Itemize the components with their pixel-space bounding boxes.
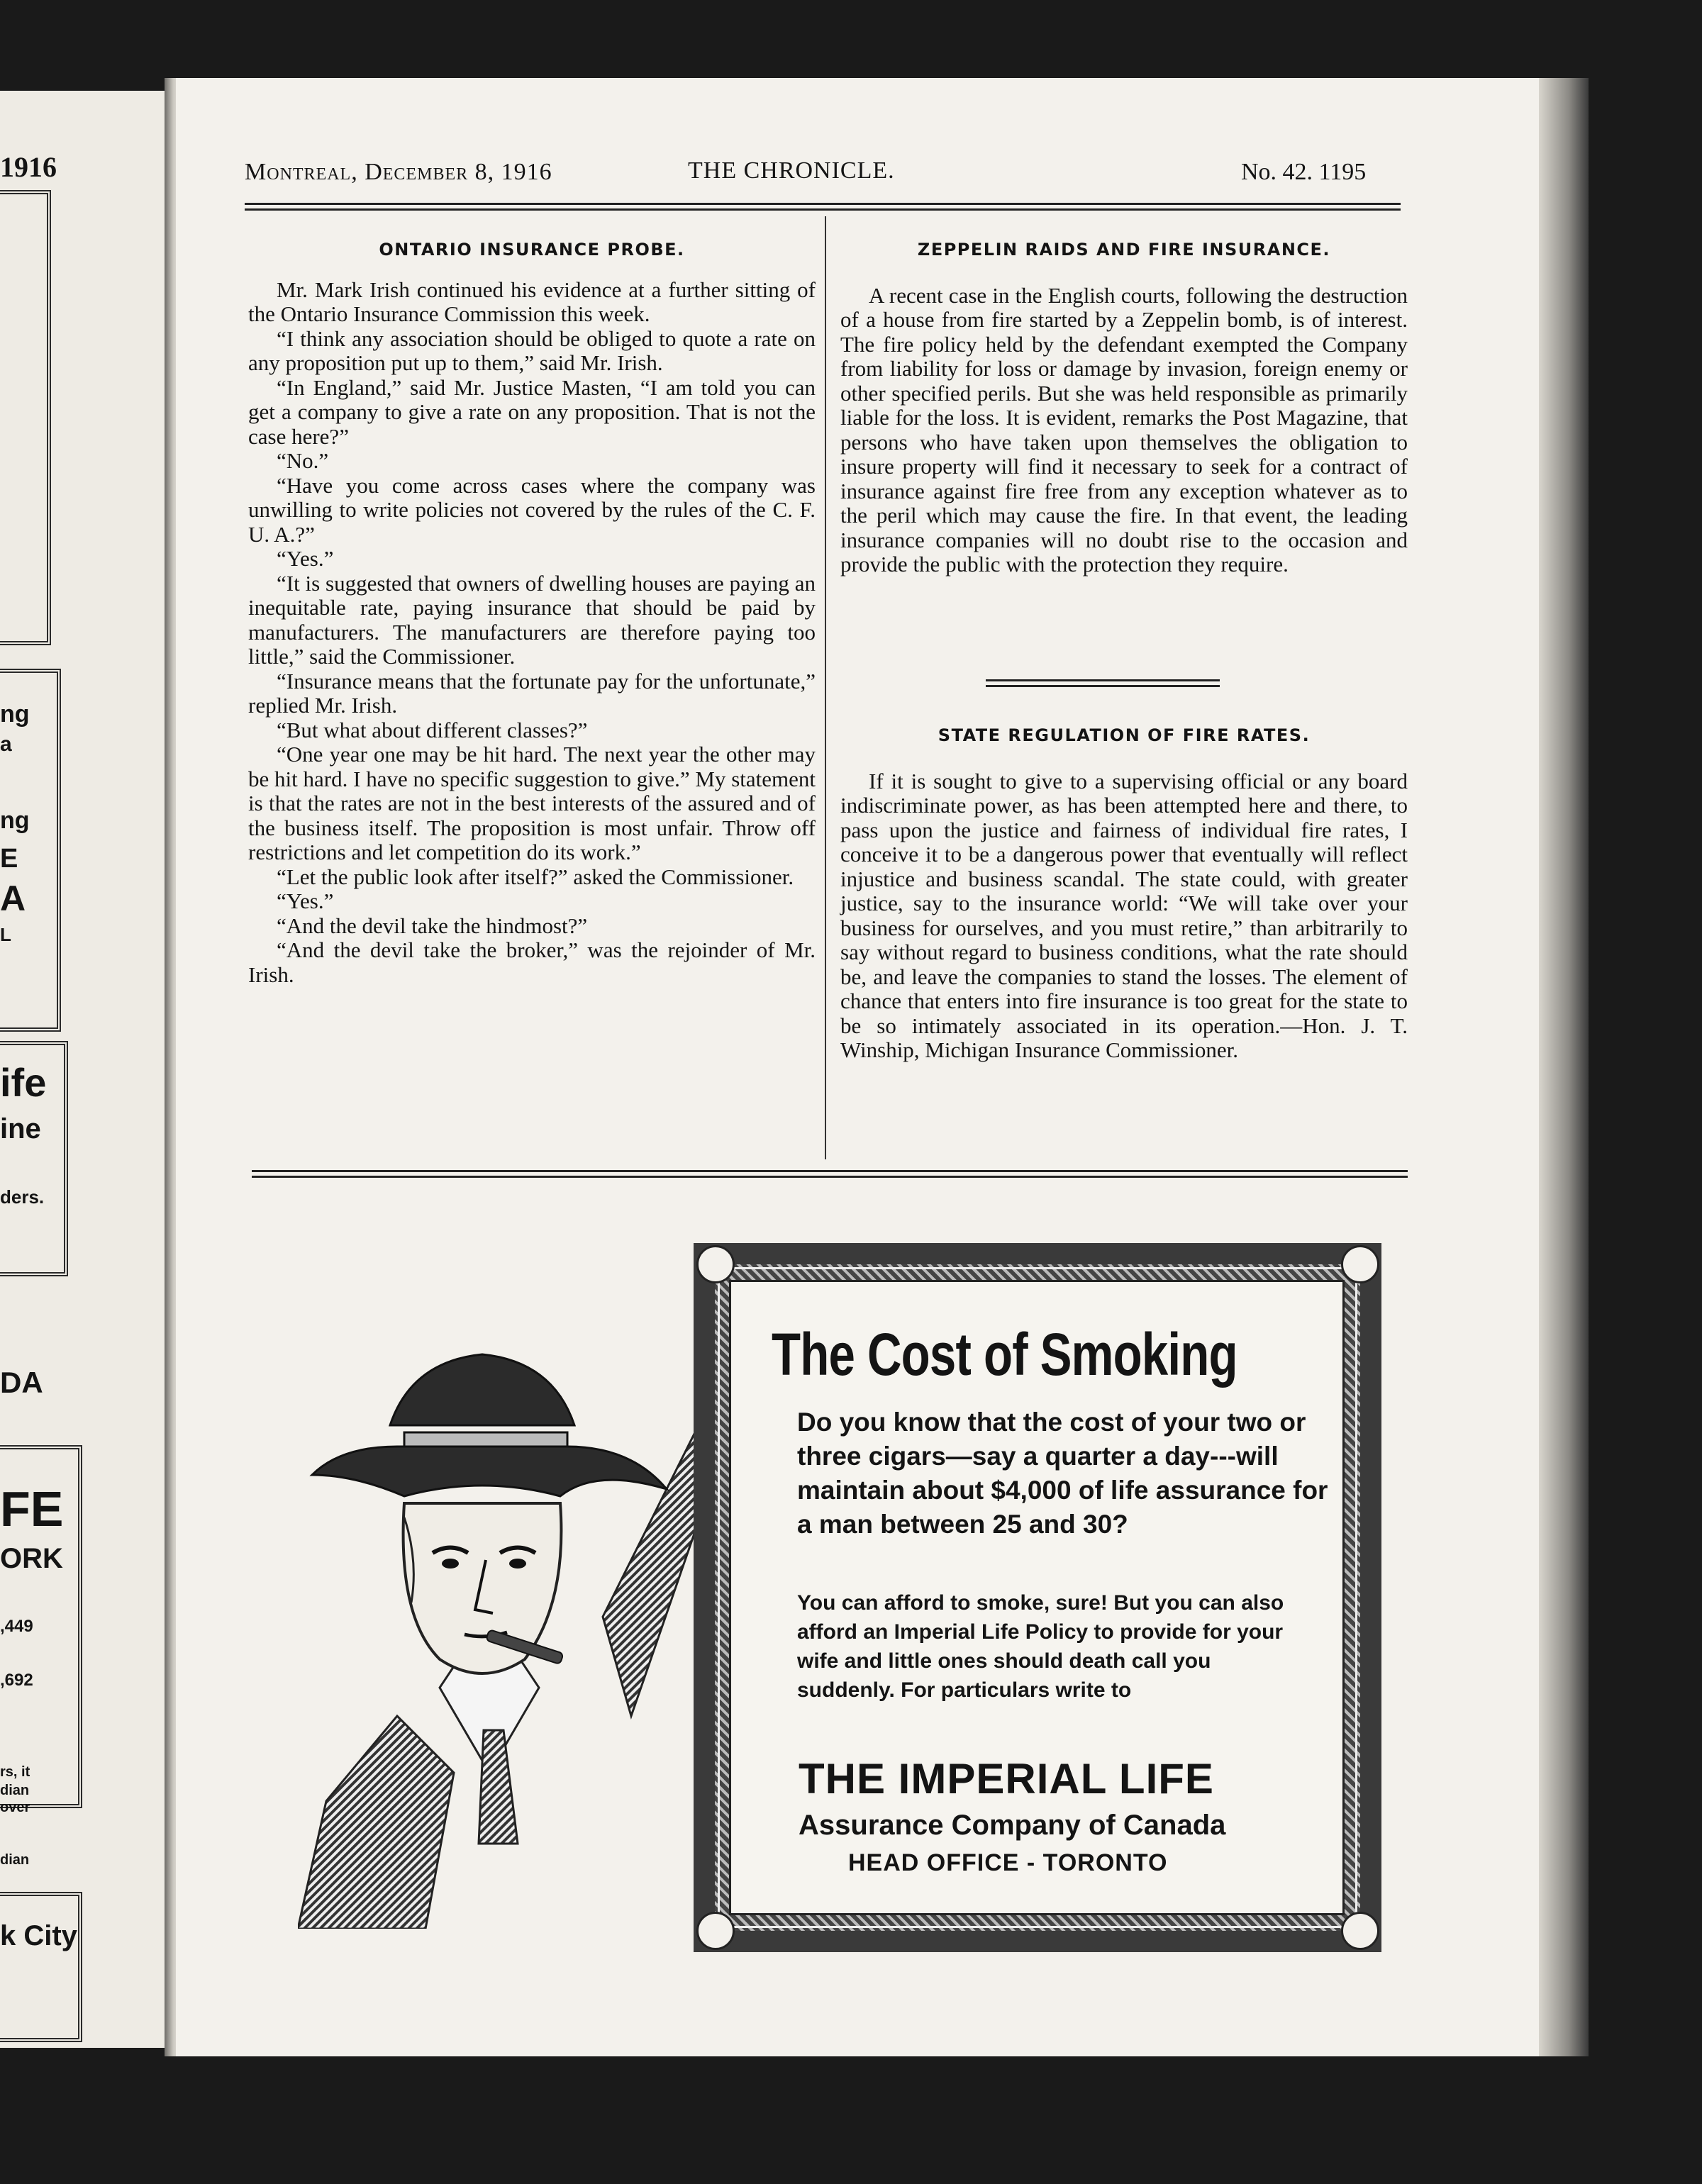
article-paragraph: “Let the public look after itself?” asked the Commissioner.: [277, 864, 794, 889]
article-paragraph: “But what about different classes?”: [277, 717, 588, 742]
ad-company-subtitle: Assurance Company of Canada: [799, 1810, 1226, 1841]
header-rule: [245, 203, 1401, 211]
adjacent-fragment: L: [0, 924, 11, 945]
article-paragraph: “And the devil take the broker,” was the rejoinder of Mr. Irish.: [248, 937, 816, 987]
smoking-man-illustration: [298, 1347, 752, 1929]
article-paragraph: “Yes.”: [277, 888, 334, 913]
article-zeppelin-raids: [840, 238, 1408, 577]
article-paragraph: “Yes.”: [277, 546, 334, 571]
article-paragraph: “I think any association should be obliged to quote a rate on any proposition put up to them,” said Mr. Irish.: [248, 325, 816, 375]
adjacent-fragment: ,692: [0, 1671, 33, 1690]
article-paragraph: “It is suggested that owners of dwelling houses are paying an inequitable rate, paying insurance that should be paid by manufacturers. The manufacturers are therefore paying too little,” said the Commissioner.: [248, 570, 816, 669]
adjacent-fragment: ORK: [0, 1543, 63, 1574]
article-heading: ZEPPELIN RAIDS AND FIRE INSURANCE.: [917, 240, 1331, 260]
article-paragraph: “One year one may be hit hard. The next year the other may be hit hard. I have no specific suggestion to give.” My statement is that the rates are not in the best interests of the assured and of the business itself. The proposition is most unfair. Throw off restrictions and let competition do its work.”: [248, 742, 816, 864]
footer-rule: [252, 1170, 1408, 1178]
page-edge-shadow: [1539, 78, 1589, 2056]
adjacent-fragment: E: [0, 844, 18, 874]
article-paragraph: “In England,” said Mr. Justice Masten, “I am told you can get a company to give a rate on any proposition. That is not the case here?”: [248, 374, 816, 449]
article-paragraph: A recent case in the English courts, following the destruction of a house from fire started by a Zeppelin bomb, is of interest. The fire policy held by the defendant exempted the Company from liability for loss or damage by invasion, foreign enemy or other specified perils. But she was held responsible as primarily liable for the loss. It is evident, remarks the Post Magazine, that persons who have taken upon themselves the obligation to insure property will find it necessary to seek for a contract of insurance against fire free from any exception whatever as to the peril which may cause the fire. In that event, the leading insurance companies will no doubt rise to the occasion and provide the public with the protection they require.: [840, 282, 1408, 576]
ad-title: The Cost of Smoking: [772, 1321, 1237, 1388]
adjacent-fragment: ,449: [0, 1617, 33, 1636]
article-paragraph: If it is sought to give to a supervising official or any board indiscriminate power, as has been attempted here and there, to pass upon the justice and fairness of individual fire rates, I conceive it to be a dangerous power that eventually will reflect injustice and business scandal. The state could, with greater justice, say to the insurance world: “We will take over your business for ourselves, and you must retire,” than arbitrarily to say without regard to business conditions, what the rate should be, and leave the companies to stand the losses. The element of chance that enters into fire insurance is too great for the state to be so intimately associated in its operation.—Hon. J. T. Winship, Michigan Insurance Commissioner.: [840, 768, 1408, 1062]
adjacent-fragment: ine: [0, 1113, 41, 1144]
adjacent-fragment: A: [0, 879, 26, 918]
adjacent-fragment: a: [0, 732, 12, 756]
adjacent-fragment: FE: [0, 1481, 64, 1537]
ad-body-text: You can afford to smoke, sure! But you can also afford an Imperial Life Policy to provide for your wife and little ones should death call you suddenly. For particulars write to: [797, 1591, 1284, 1702]
article-paragraph: “No.”: [277, 448, 329, 473]
adjacent-fragment: k City: [0, 1920, 77, 1951]
article-paragraph: “Have you come across cases where the company was unwilling to write policies not covered by the rules of the C. F. U. A.?”: [248, 472, 816, 547]
article-ontario-insurance-probe: [248, 238, 816, 987]
ornament-icon: [696, 1912, 735, 1950]
adjacent-fragment: ng: [0, 701, 30, 728]
ad-head-office: HEAD OFFICE - TORONTO: [848, 1849, 1168, 1876]
section-rule: [986, 679, 1220, 687]
adjacent-fragment: dian: [0, 1783, 30, 1798]
article-paragraph: Mr. Mark Irish continued his evidence at a further sitting of the Ontario Insurance Commission this week.: [248, 277, 816, 326]
article-heading: STATE REGULATION OF FIRE RATES.: [938, 725, 1311, 745]
ad-company-name: THE IMPERIAL LIFE: [799, 1755, 1214, 1803]
article-paragraph: “And the devil take the hindmost?”: [277, 913, 588, 938]
ornament-icon: [696, 1245, 735, 1283]
journal-title: THE CHRONICLE.: [688, 157, 895, 184]
article-paragraph: “Insurance means that the fortunate pay for the unfortunate,” replied Mr. Irish.: [248, 668, 816, 718]
adjacent-fragment: DA: [0, 1366, 43, 1399]
issue-number: No. 42. 1195: [1241, 159, 1367, 185]
ornament-icon: [1341, 1245, 1379, 1283]
issue-date: Montreal, December 8, 1916: [245, 159, 552, 185]
adjacent-fragment: ng: [0, 807, 30, 834]
column-rule: [825, 216, 826, 1159]
adjacent-fragment: ders.: [0, 1186, 45, 1208]
ad-question: Do you know that the cost of your two or three cigars—say a quarter a day---will maintain about $4,000 of life assurance for a man between 25 and 30?: [797, 1408, 1328, 1539]
adjacent-fragment: ife: [0, 1060, 47, 1105]
adjacent-fragment: rs, it: [0, 1764, 30, 1780]
adjacent-fragment: dian: [0, 1852, 30, 1868]
article-state-regulation: [840, 723, 1408, 1063]
adjacent-page-year: 1916: [0, 151, 57, 183]
ornament-icon: [1341, 1912, 1379, 1950]
adjacent-ad-box: [0, 190, 51, 645]
adjacent-ad-box: [0, 1892, 82, 2042]
article-heading: ONTARIO INSURANCE PROBE.: [379, 240, 685, 260]
adjacent-fragment: over: [0, 1800, 30, 1815]
adjacent-page-strip: [0, 91, 165, 2048]
